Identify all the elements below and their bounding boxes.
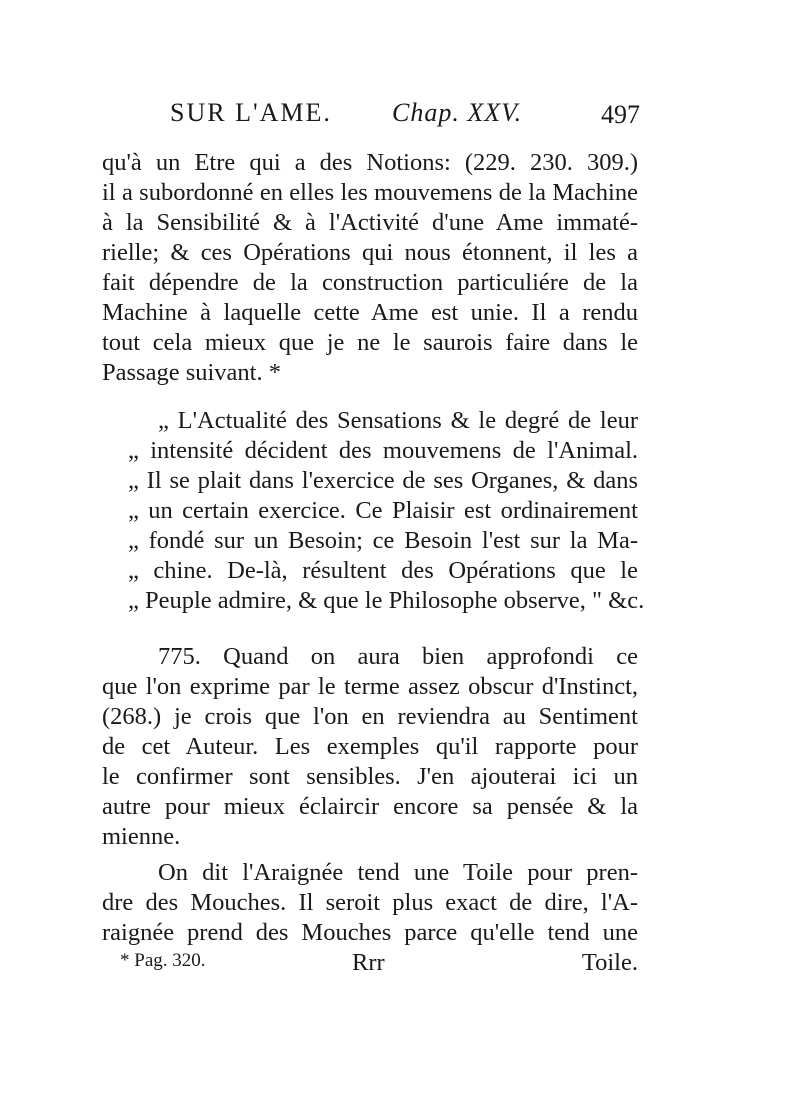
text-line: raignée prend des Mouches parce qu'elle tend une: [102, 919, 638, 946]
text-line: (268.) je crois que l'on en reviendra au Sentiment: [102, 703, 638, 730]
text-line: de cet Auteur. Les exemples qu'il rapporte pour: [102, 733, 638, 760]
quote-line: „ L'Actualité des Sensations & le degré de leur: [158, 407, 638, 434]
footnote: * Pag. 320.: [120, 950, 206, 971]
text-line: fait dépendre de la construction particuliére de la: [102, 269, 638, 296]
chapter-label: Chap. XXV.: [392, 98, 523, 127]
text-line: dre des Mouches. Il seroit plus exact de dire, l'A-: [102, 889, 638, 916]
text-line: rielle; & ces Opérations qui nous étonnent, il les a: [102, 239, 638, 266]
quote-line: „ un certain exercice. Ce Plaisir est ordinairement: [128, 497, 638, 524]
text-line: le confirmer sont sensibles. J'en ajouterai ici un: [102, 763, 638, 790]
catchword: Toile.: [581, 949, 638, 976]
text-line: à la Sensibilité & à l'Activité d'une Ame immaté-: [102, 209, 638, 236]
text-line: que l'on exprime par le terme assez obscur d'Instinct,: [102, 673, 638, 700]
text-line: 775. Quand on aura bien approfondi ce: [158, 643, 638, 670]
quote-line: „ Peuple admire, & que le Philosophe observe, " &c.: [128, 587, 645, 614]
text-line: mienne.: [102, 823, 181, 850]
quote-line: „ chine. De-là, résultent des Opérations que le: [128, 557, 638, 584]
text-line: autre pour mieux éclaircir encore sa pensée & la: [102, 793, 638, 820]
running-head: [170, 98, 640, 132]
text-line: il a subordonné en elles les mouvemens de la Machine: [102, 179, 638, 206]
signature-mark: Rrr: [352, 949, 385, 976]
quote-line: „ fondé sur un Besoin; ce Besoin l'est sur la Ma-: [128, 527, 638, 554]
text-line: tout cela mieux que je ne le saurois faire dans le: [102, 329, 638, 356]
text-line: qu'à un Etre qui a des Notions: (229. 230. 309.): [102, 149, 638, 176]
quote-line: „ Il se plait dans l'exercice de ses Organes, & dans: [128, 467, 638, 494]
text-line: Machine à laquelle cette Ame est unie. Il a rendu: [102, 299, 638, 326]
text-line: On dit l'Araignée tend une Toile pour pren-: [158, 859, 638, 886]
page-number: 497: [601, 100, 640, 129]
text-line: Passage suivant. *: [102, 359, 281, 386]
running-title: SUR L'AME.: [170, 98, 332, 127]
quote-line: „ intensité décident des mouvemens de l'Animal.: [128, 437, 638, 464]
